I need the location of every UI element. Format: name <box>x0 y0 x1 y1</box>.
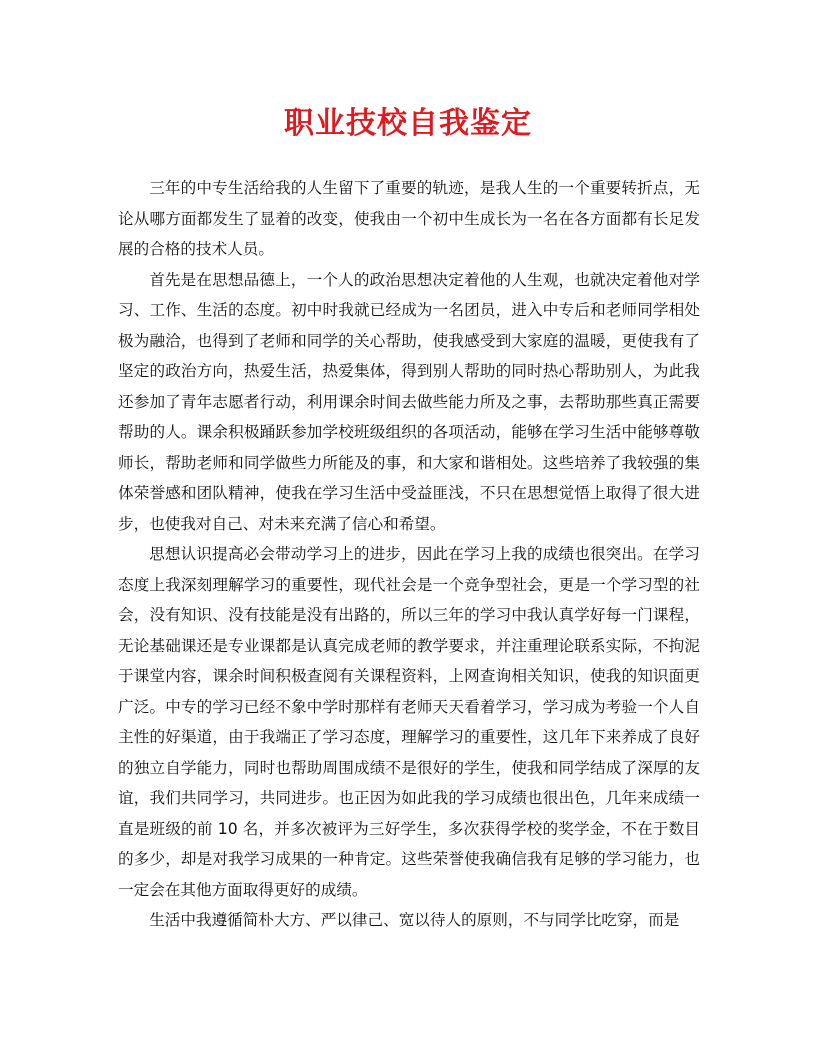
document-body <box>118 173 700 936</box>
document-title: 职业技校自我鉴定 <box>284 106 532 141</box>
paragraph-3: 思想认识提高必会带动学习上的进步，因此在学习上我的成绩也很突出。在学习态度上我深刻理解学习的重要性，现代社会是一个竞争型社会，更是一个学习型的社会，没有知识、没有技能是没有出路的，所以三年的学习中我认真学好每一门课程，无论基础课还是专业课都是认真完成老师的教学要求，并注重理论联系实际，不拘泥于课堂内容，课余时间积极查阅有关课程资料，上网查询相关知识，使我的知识面更广泛。中专的学习已经不象中学时那样有老师天天看着学习，学习成为考验一个人自主性的好渠道，由于我端正了学习态度，理解学习的重要性，这几年下来养成了良好的独立自学能力，同时也帮助周围成绩不是很好的学生，使我和同学结成了深厚的友谊，我们共同学习，共同进步。也正因为如此我的学习成绩也很出色，几年来成绩一直是班级的前 10 名，并多次被评为三好学生，多次获得学校的奖学金，不在于数目的多少，却是对我学习成果的一种肯定。这些荣誉使我确信我有足够的学习能力，也一定会在其他方面取得更好的成绩。 <box>118 545 700 899</box>
paragraph-4: 生活中我遵循简朴大方、严以律己、宽以待人的原则，不与同学比吃穿，而是 <box>149 911 680 929</box>
paragraph-2: 首先是在思想品德上，一个人的政治思想决定着他的人生观，也就决定着他对学习、工作、生活的态度。初中时我就已经成为一名团员，进入中专后和老师同学相处极为融洽，也得到了老师和同学的关心帮助，使我感受到大家庭的温暖，更使我有了坚定的政治方向，热爱生活，热爱集体，得到别人帮助的同时热心帮助别人，为此我还参加了青年志愿者行动，利用课余时间去做些能力所及之事，去帮助那些真正需要帮助的人。课余积极踊跃参加学校班级组织的各项活动，能够在学习生活中能够尊敬师长，帮助老师和同学做些力所能及的事，和大家和谐相处。这些培养了我较强的集体荣誉感和团队精神，使我在学习生活中受益匪浅，不只在思想觉悟上取得了很大进步，也使我对自己、对未来充满了信心和希望。 <box>118 270 700 533</box>
paragraph-1: 三年的中专生活给我的人生留下了重要的轨迹，是我人生的一个重要转折点，无论从哪方面都发生了显着的改变，使我由一个初中生成长为一名在各方面都有长足发展的合格的技术人员。 <box>118 179 700 258</box>
